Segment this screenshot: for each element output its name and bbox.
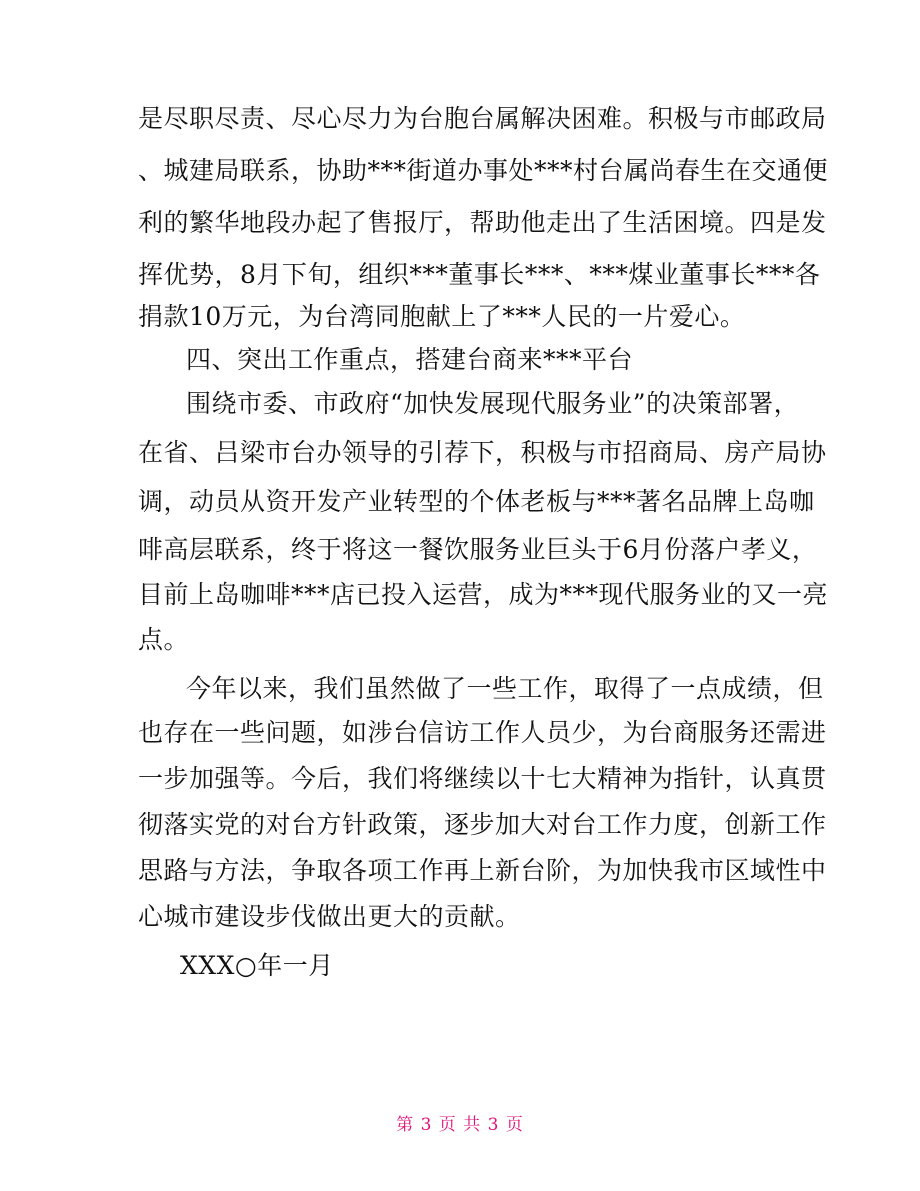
text-line: 是尽职尽责、尽心尽力为台胞台属解决困难。积极与市邮政局 (138, 104, 827, 133)
text-line: 也存在一些问题，如涉台信访工作人员少，为台商服务还需进 (138, 718, 827, 747)
text-line: 捐款10万元，为台湾同胞献上了***人民的一片爱心。 (138, 302, 746, 331)
text-line: 、城建局联系，协助***街道办事处***村台属尚春生在交通便 (138, 156, 829, 185)
text-line: 调，动员从资开发产业转型的个体老板与***著名品牌上岛咖 (138, 487, 815, 516)
text-line: 目前上岛咖啡***店已投入运营，成为***现代服务业的又一亮 (138, 580, 829, 609)
text-line: 一步加强等。今后，我们将继续以十七大精神为指针，认真贯 (138, 764, 827, 793)
text-line: 今年以来，我们虽然做了一些工作，取得了一点成绩，但 (186, 674, 824, 703)
text-line: 彻落实党的对台方针政策，逐步加大对台工作力度，创新工作 (138, 810, 827, 839)
text-line: 在省、吕梁市台办领导的引荐下，积极与市招商局、房产局协 (138, 438, 827, 467)
text-line: 心城市建设步伐做出更大的贡献。 (138, 902, 521, 931)
text-line: 围绕市委、市政府“加快发展现代服务业”的决策部署， (186, 389, 800, 418)
text-line: 利的繁华地段办起了售报厅，帮助他走出了生活困境。四是发 (138, 208, 827, 237)
date-line: XXX○年一月 (180, 951, 334, 980)
section-heading: 四、突出工作重点，搭建台商来***平台 (186, 345, 634, 374)
text-line: 点。 (138, 625, 190, 654)
text-line: 思路与方法，争取各项工作再上新台阶，为加快我市区域性中 (138, 856, 827, 885)
page-number-footer: 第 3 页 共 3 页 (396, 1115, 524, 1135)
text-line: 挥优势，8月下旬，组织***董事长***、***煤业董事长***各 (138, 260, 821, 289)
text-line: 啡高层联系，终于将这一餐饮服务业巨头于6月份落户孝义， (138, 535, 818, 564)
